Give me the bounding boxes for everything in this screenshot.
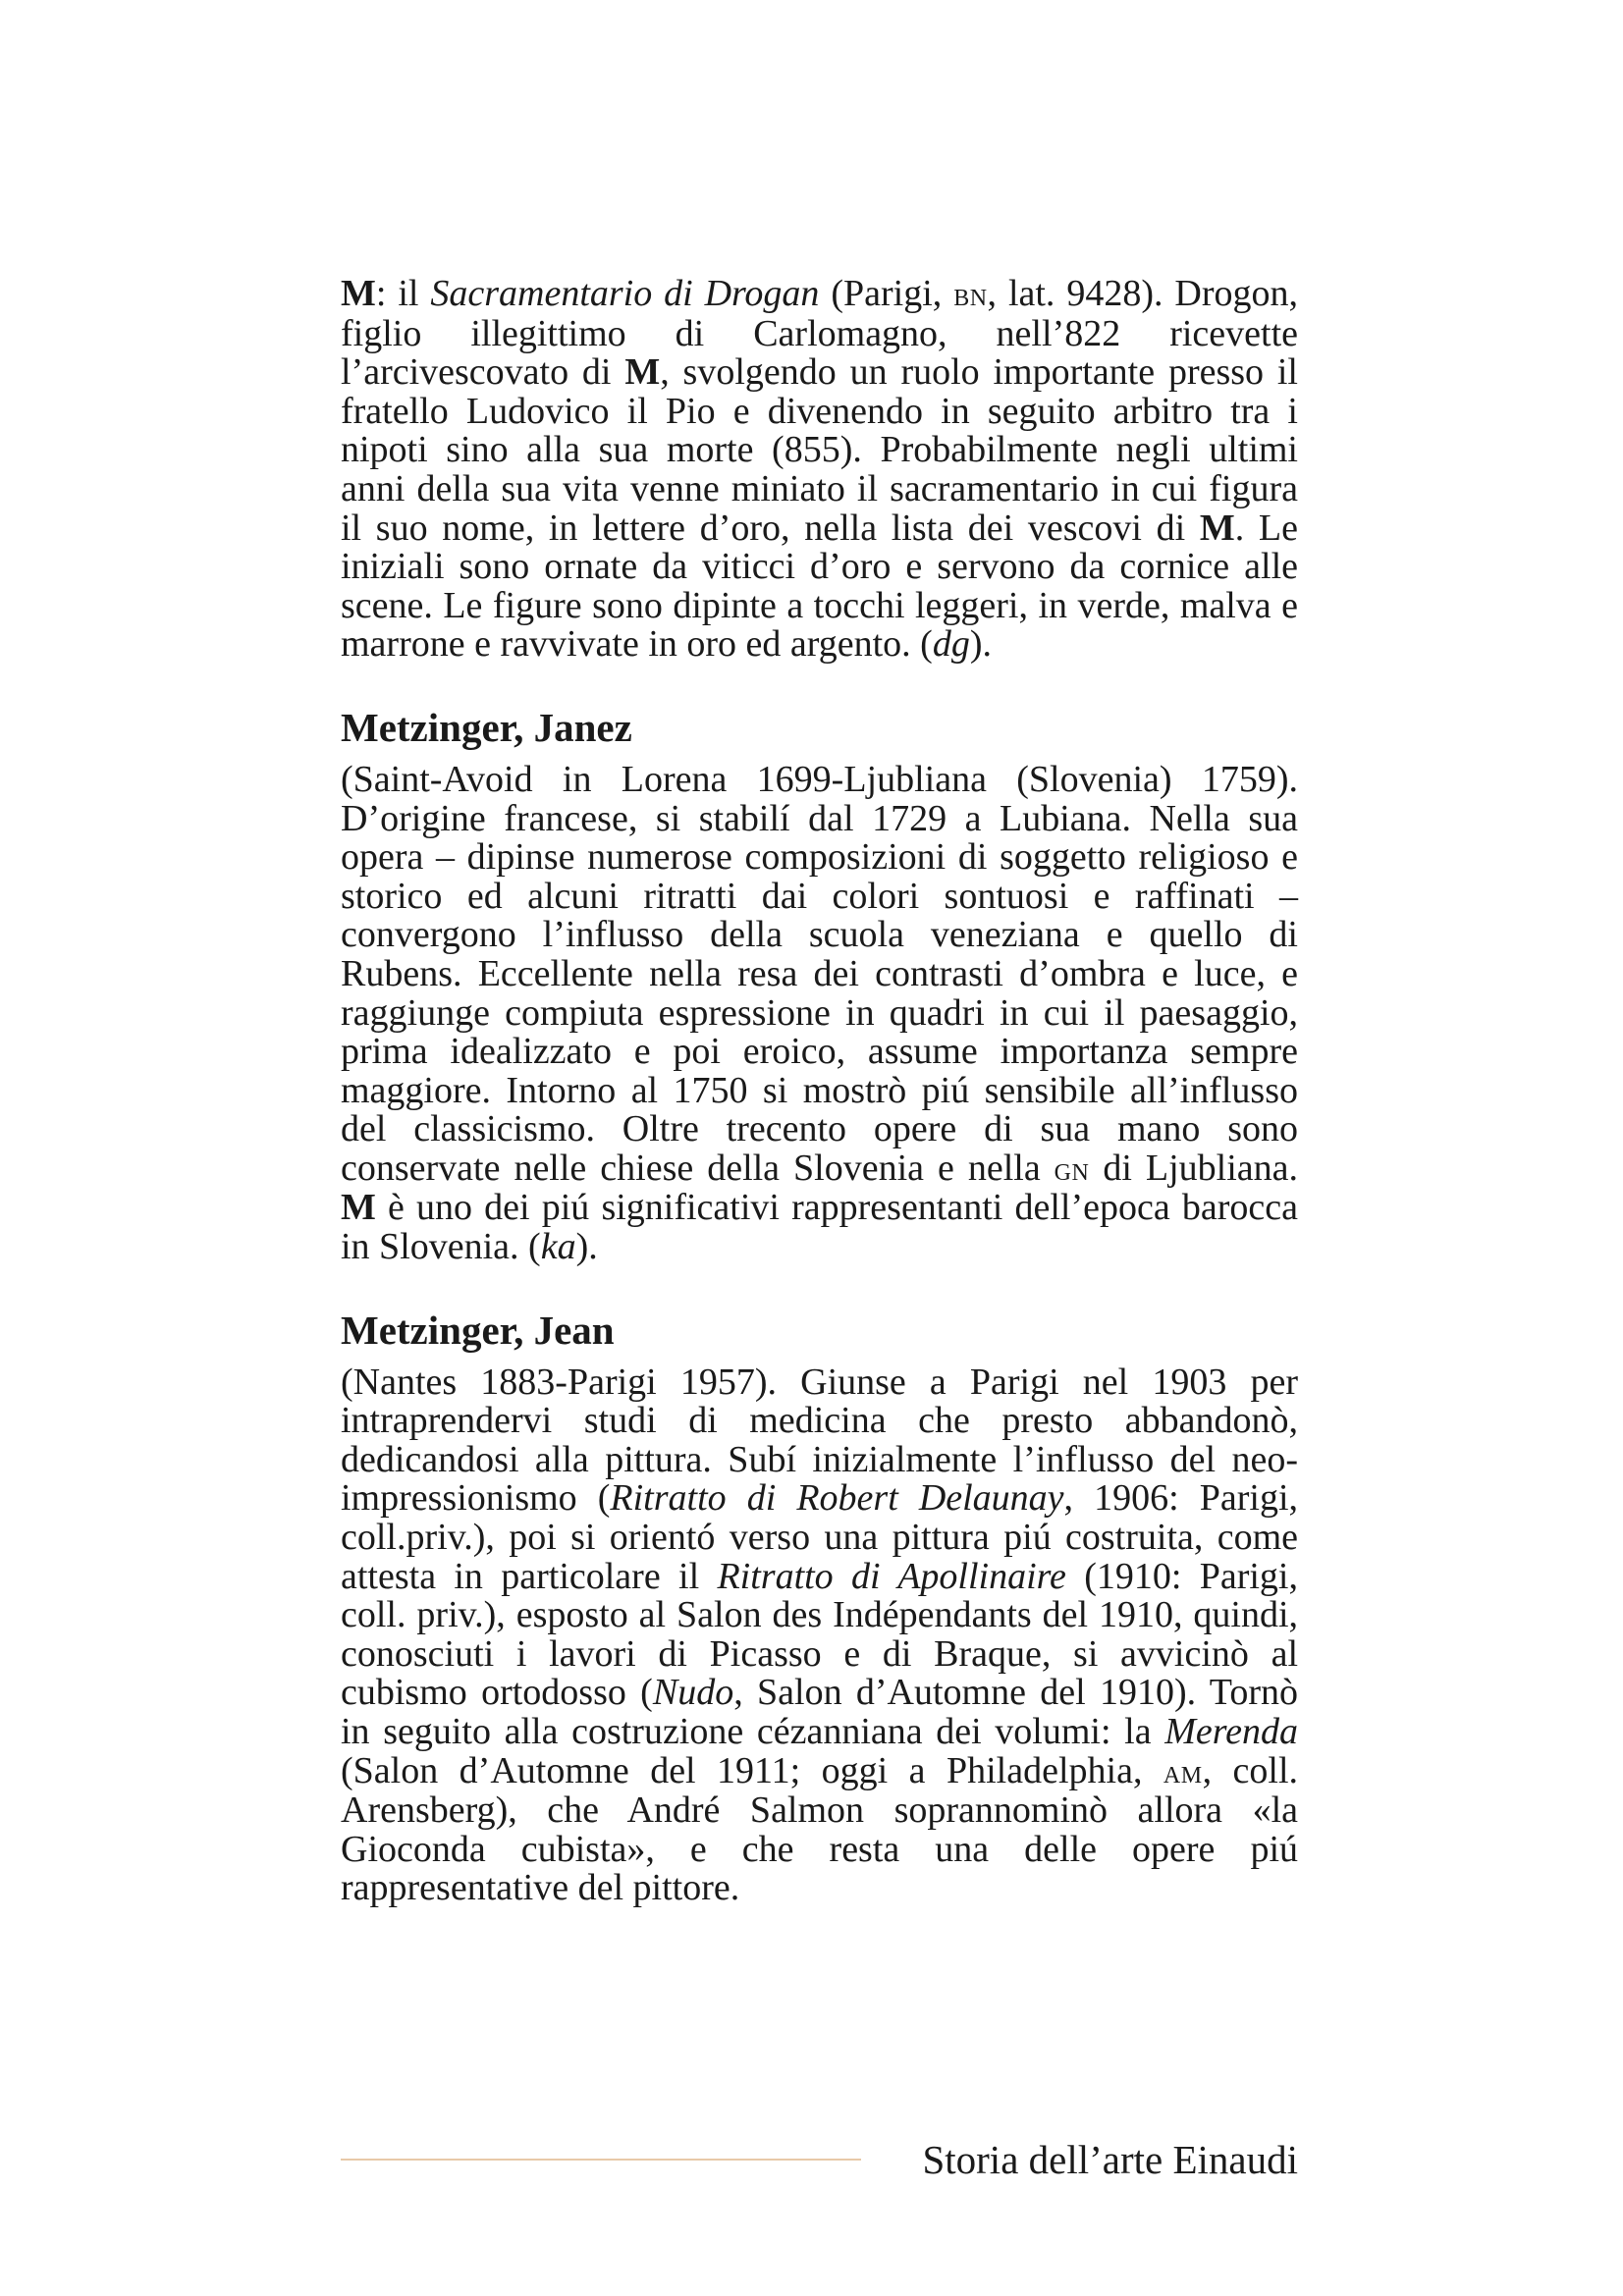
page-footer: [341, 2135, 1298, 2184]
text-run: (Salon d’Automne del 1911; oggi a Philadelphia,: [341, 1749, 1163, 1791]
smallcaps-text: gn: [1054, 1150, 1090, 1188]
entry-metzinger-jean: [341, 1308, 1298, 1908]
text-run: , Salon d’Automne del 1910). Tornò in seguito alla costruzione cézanniana dei volumi: la: [341, 1672, 1298, 1752]
italic-text: Merenda: [1164, 1711, 1298, 1752]
smallcaps-text: bn: [953, 277, 988, 313]
text-run: ).: [969, 623, 992, 666]
entry-body: [341, 758, 1298, 1268]
entry-metzinger-janez: [341, 706, 1298, 1267]
text-run: , lat. 9428). Drogon, figlio illegittimo di Carlomagno, nell’822 ricevette l’arcivescovato di: [341, 273, 1298, 394]
bold-text: M: [624, 351, 661, 394]
bold-text: M: [1199, 507, 1235, 549]
text-run: (Nantes 1883-Parigi 1957). Giunse a Parigi nel 1903 per intraprendervi studi di medicina che presto abbandonò, dedicandosi alla pittura. Subí inizialmente l’influsso del neo-impressionismo (: [341, 1361, 1298, 1520]
italic-text: Sacramentario di Drogan: [430, 273, 820, 314]
text-run: (Parigi,: [819, 273, 954, 314]
text-run: , coll. Arensberg), che André Salmon soprannominò allora «la Gioconda cubista», e che resta una delle opere piú rappresentative del pittore.: [341, 1749, 1299, 1909]
page-body: [341, 275, 1298, 1908]
footer-rule: [341, 2159, 861, 2161]
entry-title: Metzinger, Janez: [341, 704, 632, 750]
bold-text: M: [341, 273, 376, 314]
text-run: . Le iniziali sono ornate da viticci d’oro e servono da cornice alle scene. Le figure sono dipinte a tocchi leggeri, in verde, malva e marrone e ravvivate in oro ed argento. (: [341, 507, 1298, 666]
italic-text: Nudo: [652, 1672, 734, 1714]
text-run: di Ljubliana.: [1089, 1147, 1298, 1189]
text-run: , svolgendo un ruolo importante presso il fratello Ludovico il Pio e divenendo in seguito arbitro tra i nipoti sino alla sua morte (855). Probabilmente negli ultimi anni della sua vita venne miniato il sacramentario in cui figura il suo nome, in lettere d’oro, nella lista dei vescovi di: [341, 351, 1298, 549]
text-run: è uno dei piú significativi rappresentanti dell’epoca barocca in Slovenia. (: [341, 1187, 1298, 1268]
italic-text: ka: [540, 1226, 576, 1268]
italic-text: Ritratto di Apollinaire: [717, 1555, 1066, 1597]
entry-title: Metzinger, Jean: [341, 1307, 615, 1353]
footer-title: Storia dell’arte Einaudi: [922, 2137, 1298, 2182]
entry-body: [341, 1363, 1298, 1908]
bold-text: M: [341, 1187, 376, 1229]
smallcaps-text: am: [1163, 1753, 1203, 1790]
italic-text: dg: [932, 623, 970, 666]
text-run: , 1906: Parigi, coll.priv.), poi si orientó verso una pittura piú costruita, come attesta in particolare il: [341, 1477, 1299, 1597]
italic-text: Ritratto di Robert Delaunay: [610, 1477, 1064, 1520]
intro-paragraph: [341, 275, 1298, 665]
text-run: (Saint-Avoid in Lorena 1699-Ljubliana (Slovenia) 1759). D’origine francese, si stabilí dal 1729 a Lubiana. Nella sua opera – dipinse numerose composizioni di soggetto religioso e storico ed alcuni ritratti dai colori sontuosi e raffinati – convergono l’influsso della scuola veneziana e quello di Rubens. Eccellente nella resa dei contrasti d’ombra e luce, e raggiunge compiuta espressione in quadri in cui il paesaggio, prima idealizzato e poi eroico, assume importanza sempre maggiore. Intorno al 1750 si mostrò piú sensibile all’influsso del classicismo. Oltre trecento opere di sua mano sono conservate nelle chiese della Slovenia e nella: [341, 758, 1298, 1189]
text-run: : il: [375, 273, 431, 314]
text-run: ).: [575, 1226, 598, 1268]
text-run: (1910: Parigi, coll. priv.), esposto al Salon des Indépendants del 1910, quindi, conosciuti i lavori di Picasso e di Braque, si avvicinò al cubismo ortodosso (: [341, 1555, 1298, 1714]
